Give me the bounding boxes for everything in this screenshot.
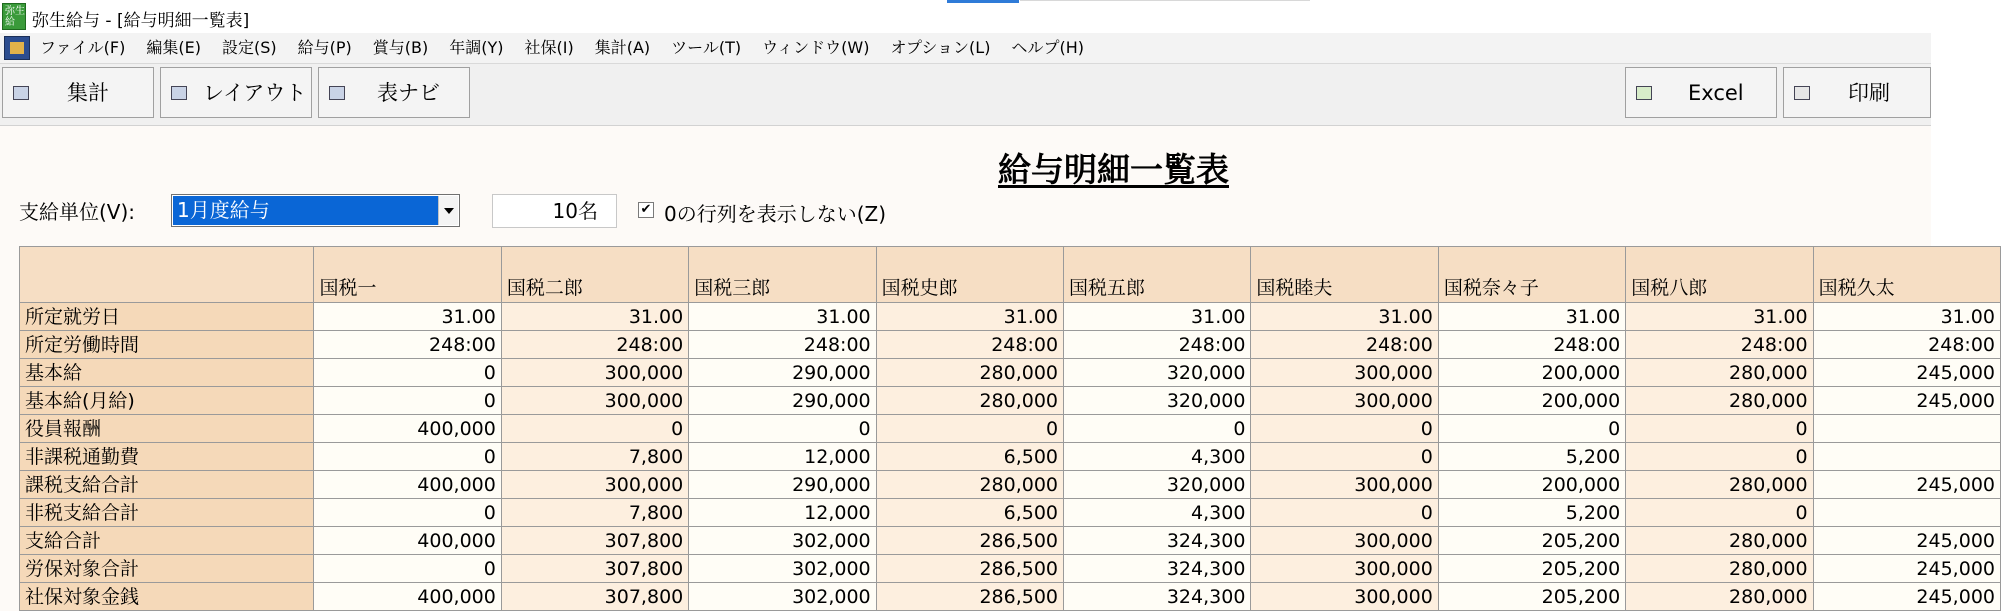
menu-item[interactable]: ファイル(F) bbox=[40, 38, 126, 57]
table-cell[interactable]: 302,000 bbox=[689, 555, 876, 583]
table-cell[interactable]: 0 bbox=[314, 499, 501, 527]
table-cell[interactable]: 4,300 bbox=[1064, 499, 1251, 527]
table-cell[interactable]: 31.00 bbox=[689, 303, 876, 331]
table-cell[interactable]: 12,000 bbox=[689, 443, 876, 471]
table-cell[interactable]: 205,200 bbox=[1438, 583, 1625, 611]
table-cell[interactable]: 248:00 bbox=[1251, 331, 1438, 359]
table-cell[interactable] bbox=[1813, 443, 2000, 471]
table-cell[interactable]: 205,200 bbox=[1438, 555, 1625, 583]
table-cell[interactable]: 245,000 bbox=[1813, 555, 2000, 583]
table-cell[interactable]: 400,000 bbox=[314, 471, 501, 499]
table-cell[interactable]: 280,000 bbox=[1626, 527, 1813, 555]
table-cell[interactable]: 0 bbox=[314, 443, 501, 471]
menu-item[interactable]: 編集(E) bbox=[146, 38, 201, 57]
print-button-label: 印刷 bbox=[1848, 81, 1890, 105]
table-cell[interactable]: 0 bbox=[1626, 443, 1813, 471]
table-cell[interactable]: 248:00 bbox=[1626, 331, 1813, 359]
menu-item[interactable]: 給与(P) bbox=[297, 38, 352, 57]
table-row bbox=[20, 303, 2001, 331]
table-cell[interactable]: 0 bbox=[876, 415, 1063, 443]
pay-unit-value: 1月度給与 bbox=[173, 196, 438, 225]
table-row bbox=[20, 471, 2001, 499]
excel-button[interactable] bbox=[1625, 67, 1777, 118]
table-cell[interactable]: 290,000 bbox=[689, 387, 876, 415]
table-cell[interactable]: 0 bbox=[689, 415, 876, 443]
table-cell[interactable]: 248:00 bbox=[314, 331, 501, 359]
table-cell[interactable]: 280,000 bbox=[876, 359, 1063, 387]
table-row bbox=[20, 359, 2001, 387]
table-cell[interactable]: 248:00 bbox=[689, 331, 876, 359]
table-cell[interactable]: 0 bbox=[1251, 443, 1438, 471]
menu-bar bbox=[0, 33, 1931, 64]
table-cell[interactable]: 31.00 bbox=[1626, 303, 1813, 331]
payslip-table bbox=[19, 246, 2001, 611]
row-label: 非税支給合計 bbox=[20, 499, 314, 527]
column-header[interactable]: 国税久太 bbox=[1813, 247, 2000, 303]
table-cell[interactable]: 200,000 bbox=[1438, 471, 1625, 499]
column-header[interactable]: 国税八郎 bbox=[1626, 247, 1813, 303]
table-cell[interactable]: 0 bbox=[501, 415, 688, 443]
row-label: 役員報酬 bbox=[20, 415, 314, 443]
column-header[interactable]: 国税三郎 bbox=[689, 247, 876, 303]
title-accent-bar bbox=[947, 0, 1019, 3]
row-label: 支給合計 bbox=[20, 527, 314, 555]
table-cell[interactable]: 290,000 bbox=[689, 471, 876, 499]
table-cell[interactable]: 31.00 bbox=[501, 303, 688, 331]
table-cell[interactable]: 300,000 bbox=[1251, 359, 1438, 387]
table-cell[interactable]: 12,000 bbox=[689, 499, 876, 527]
table-cell[interactable]: 248:00 bbox=[1064, 331, 1251, 359]
table-header-row bbox=[20, 247, 2001, 303]
table-cell[interactable]: 300,000 bbox=[1251, 471, 1438, 499]
table-row bbox=[20, 387, 2001, 415]
table-cell[interactable]: 300,000 bbox=[1251, 387, 1438, 415]
row-label: 所定就労日 bbox=[20, 303, 314, 331]
menu-item[interactable]: ツール(T) bbox=[671, 38, 742, 57]
table-cell[interactable]: 320,000 bbox=[1064, 387, 1251, 415]
table-cell[interactable]: 0 bbox=[314, 359, 501, 387]
table-cell[interactable]: 300,000 bbox=[501, 471, 688, 499]
table-cell[interactable]: 205,200 bbox=[1438, 527, 1625, 555]
table-cell[interactable]: 307,800 bbox=[501, 555, 688, 583]
table-navi-button-label: 表ナビ bbox=[377, 81, 440, 105]
column-header[interactable]: 国税一 bbox=[314, 247, 501, 303]
row-label: 所定労働時間 bbox=[20, 331, 314, 359]
table-cell[interactable]: 7,800 bbox=[501, 443, 688, 471]
title-bar bbox=[0, 0, 1931, 33]
table-cell[interactable]: 280,000 bbox=[876, 471, 1063, 499]
pay-unit-select[interactable] bbox=[171, 194, 460, 227]
table-cell[interactable]: 245,000 bbox=[1813, 359, 2000, 387]
table-cell[interactable]: 280,000 bbox=[876, 387, 1063, 415]
table-cell[interactable]: 200,000 bbox=[1438, 387, 1625, 415]
table-cell[interactable] bbox=[1813, 415, 2000, 443]
table-cell[interactable]: 324,300 bbox=[1064, 555, 1251, 583]
table-cell[interactable]: 307,800 bbox=[501, 583, 688, 611]
table-cell[interactable]: 300,000 bbox=[501, 359, 688, 387]
print-button[interactable] bbox=[1783, 67, 1931, 118]
menu-item[interactable]: 社保(I) bbox=[524, 38, 574, 57]
table-cell[interactable]: 300,000 bbox=[1251, 527, 1438, 555]
table-row bbox=[20, 331, 2001, 359]
table-cell[interactable]: 31.00 bbox=[314, 303, 501, 331]
menu-item[interactable]: 年調(Y) bbox=[449, 38, 504, 57]
row-label: 課税支給合計 bbox=[20, 471, 314, 499]
row-label: 基本給 bbox=[20, 359, 314, 387]
table-cell[interactable]: 248:00 bbox=[1438, 331, 1625, 359]
aggregate-button[interactable] bbox=[2, 67, 154, 118]
menu-item[interactable]: 設定(S) bbox=[221, 38, 277, 57]
toolbar bbox=[0, 64, 1931, 126]
table-cell[interactable]: 7,800 bbox=[501, 499, 688, 527]
table-cell[interactable]: 0 bbox=[314, 387, 501, 415]
window-title: 弥生給与 - [給与明細一覧表] bbox=[32, 11, 250, 31]
table-cell[interactable]: 300,000 bbox=[501, 387, 688, 415]
table-cell[interactable]: 31.00 bbox=[876, 303, 1063, 331]
table-cell[interactable]: 286,500 bbox=[876, 555, 1063, 583]
excel-icon bbox=[1636, 86, 1652, 100]
layout-button-label: レイアウト bbox=[203, 81, 307, 105]
table-cell[interactable]: 280,000 bbox=[1626, 471, 1813, 499]
table-row bbox=[20, 555, 2001, 583]
table-cell[interactable]: 0 bbox=[314, 555, 501, 583]
table-cell[interactable]: 245,000 bbox=[1813, 583, 2000, 611]
table-row bbox=[20, 527, 2001, 555]
table-cell[interactable]: 320,000 bbox=[1064, 471, 1251, 499]
table-cell[interactable]: 5,200 bbox=[1438, 443, 1625, 471]
row-label: 基本給(月給) bbox=[20, 387, 314, 415]
table-cell[interactable]: 31.00 bbox=[1251, 303, 1438, 331]
row-label: 社保対象金銭 bbox=[20, 583, 314, 611]
menu-items bbox=[40, 33, 1105, 63]
table-cell[interactable]: 248:00 bbox=[1813, 331, 2000, 359]
column-header[interactable]: 国税奈々子 bbox=[1438, 247, 1625, 303]
table-cell[interactable]: 280,000 bbox=[1626, 555, 1813, 583]
menu-item[interactable]: オプション(L) bbox=[890, 38, 991, 57]
row-label: 非課税通勤費 bbox=[20, 443, 314, 471]
table-cell[interactable]: 4,300 bbox=[1064, 443, 1251, 471]
menu-item[interactable]: 賞与(B) bbox=[372, 38, 429, 57]
table-corner-cell bbox=[20, 247, 314, 303]
menu-item[interactable]: ヘルプ(H) bbox=[1011, 38, 1084, 57]
table-cell[interactable]: 320,000 bbox=[1064, 359, 1251, 387]
hide-zero-label[interactable]: 0の行列を表示しない(Z) bbox=[664, 202, 887, 226]
layout-icon bbox=[171, 86, 187, 100]
table-cell[interactable]: 6,500 bbox=[876, 499, 1063, 527]
table-cell[interactable]: 31.00 bbox=[1064, 303, 1251, 331]
report-title: 給与明細一覧表 bbox=[998, 150, 1229, 189]
table-row bbox=[20, 443, 2001, 471]
table-cell[interactable]: 286,500 bbox=[876, 583, 1063, 611]
table-cell[interactable]: 31.00 bbox=[1813, 303, 2000, 331]
table-cell[interactable]: 280,000 bbox=[1626, 387, 1813, 415]
table-cell[interactable]: 286,500 bbox=[876, 527, 1063, 555]
table-cell[interactable]: 302,000 bbox=[689, 583, 876, 611]
pay-unit-label: 支給単位(V): bbox=[19, 200, 136, 224]
table-cell[interactable]: 248:00 bbox=[501, 331, 688, 359]
table-cell[interactable]: 302,000 bbox=[689, 527, 876, 555]
table-cell[interactable]: 280,000 bbox=[1626, 359, 1813, 387]
payslip-table-container[interactable] bbox=[19, 246, 1995, 611]
table-cell[interactable]: 307,800 bbox=[501, 527, 688, 555]
table-row bbox=[20, 415, 2001, 443]
row-label: 労保対象合計 bbox=[20, 555, 314, 583]
table-cell[interactable]: 200,000 bbox=[1438, 359, 1625, 387]
table-cell[interactable]: 245,000 bbox=[1813, 387, 2000, 415]
aggregate-button-label: 集計 bbox=[67, 81, 109, 105]
table-cell[interactable]: 290,000 bbox=[689, 359, 876, 387]
table-cell[interactable]: 0 bbox=[1438, 415, 1625, 443]
table-cell[interactable] bbox=[1813, 499, 2000, 527]
table-cell[interactable]: 0 bbox=[1626, 499, 1813, 527]
printer-icon bbox=[1794, 86, 1810, 100]
document-icon[interactable] bbox=[4, 36, 30, 60]
column-header[interactable]: 国税史郎 bbox=[876, 247, 1063, 303]
excel-button-label: Excel bbox=[1688, 81, 1744, 105]
menu-item[interactable]: ウィンドウ(W) bbox=[762, 38, 870, 57]
table-row bbox=[20, 499, 2001, 527]
table-cell[interactable]: 248:00 bbox=[876, 331, 1063, 359]
chevron-down-icon[interactable] bbox=[438, 196, 458, 225]
table-cell[interactable]: 324,300 bbox=[1064, 583, 1251, 611]
app-logo-icon: 弥生 給 bbox=[2, 3, 26, 30]
column-header[interactable]: 国税二郎 bbox=[501, 247, 688, 303]
table-row bbox=[20, 583, 2001, 611]
table-cell[interactable]: 0 bbox=[1251, 499, 1438, 527]
layout-button[interactable] bbox=[160, 67, 312, 118]
table-cell[interactable]: 31.00 bbox=[1438, 303, 1625, 331]
column-header[interactable]: 国税睦夫 bbox=[1251, 247, 1438, 303]
table-cell[interactable]: 5,200 bbox=[1438, 499, 1625, 527]
column-header[interactable]: 国税五郎 bbox=[1064, 247, 1251, 303]
table-cell[interactable]: 400,000 bbox=[314, 415, 501, 443]
hide-zero-checkbox[interactable]: ✔ bbox=[638, 202, 654, 218]
employee-count: 10名 bbox=[492, 194, 617, 228]
table-cell[interactable]: 0 bbox=[1626, 415, 1813, 443]
table-cell[interactable]: 245,000 bbox=[1813, 527, 2000, 555]
title-divider bbox=[1020, 0, 1310, 1]
table-cell[interactable]: 280,000 bbox=[1626, 583, 1813, 611]
report-area bbox=[0, 126, 1995, 611]
table-navi-button[interactable] bbox=[318, 67, 470, 118]
table-cell[interactable]: 0 bbox=[1251, 415, 1438, 443]
table-cell[interactable]: 300,000 bbox=[1251, 555, 1438, 583]
table-cell[interactable]: 400,000 bbox=[314, 527, 501, 555]
aggregate-icon bbox=[13, 86, 29, 100]
table-cell[interactable]: 6,500 bbox=[876, 443, 1063, 471]
table-cell[interactable]: 300,000 bbox=[1251, 583, 1438, 611]
table-cell[interactable]: 324,300 bbox=[1064, 527, 1251, 555]
table-cell[interactable]: 400,000 bbox=[314, 583, 501, 611]
table-navi-icon bbox=[329, 86, 345, 100]
table-cell[interactable]: 245,000 bbox=[1813, 471, 2000, 499]
table-cell[interactable]: 0 bbox=[1064, 415, 1251, 443]
menu-item[interactable]: 集計(A) bbox=[594, 38, 651, 57]
